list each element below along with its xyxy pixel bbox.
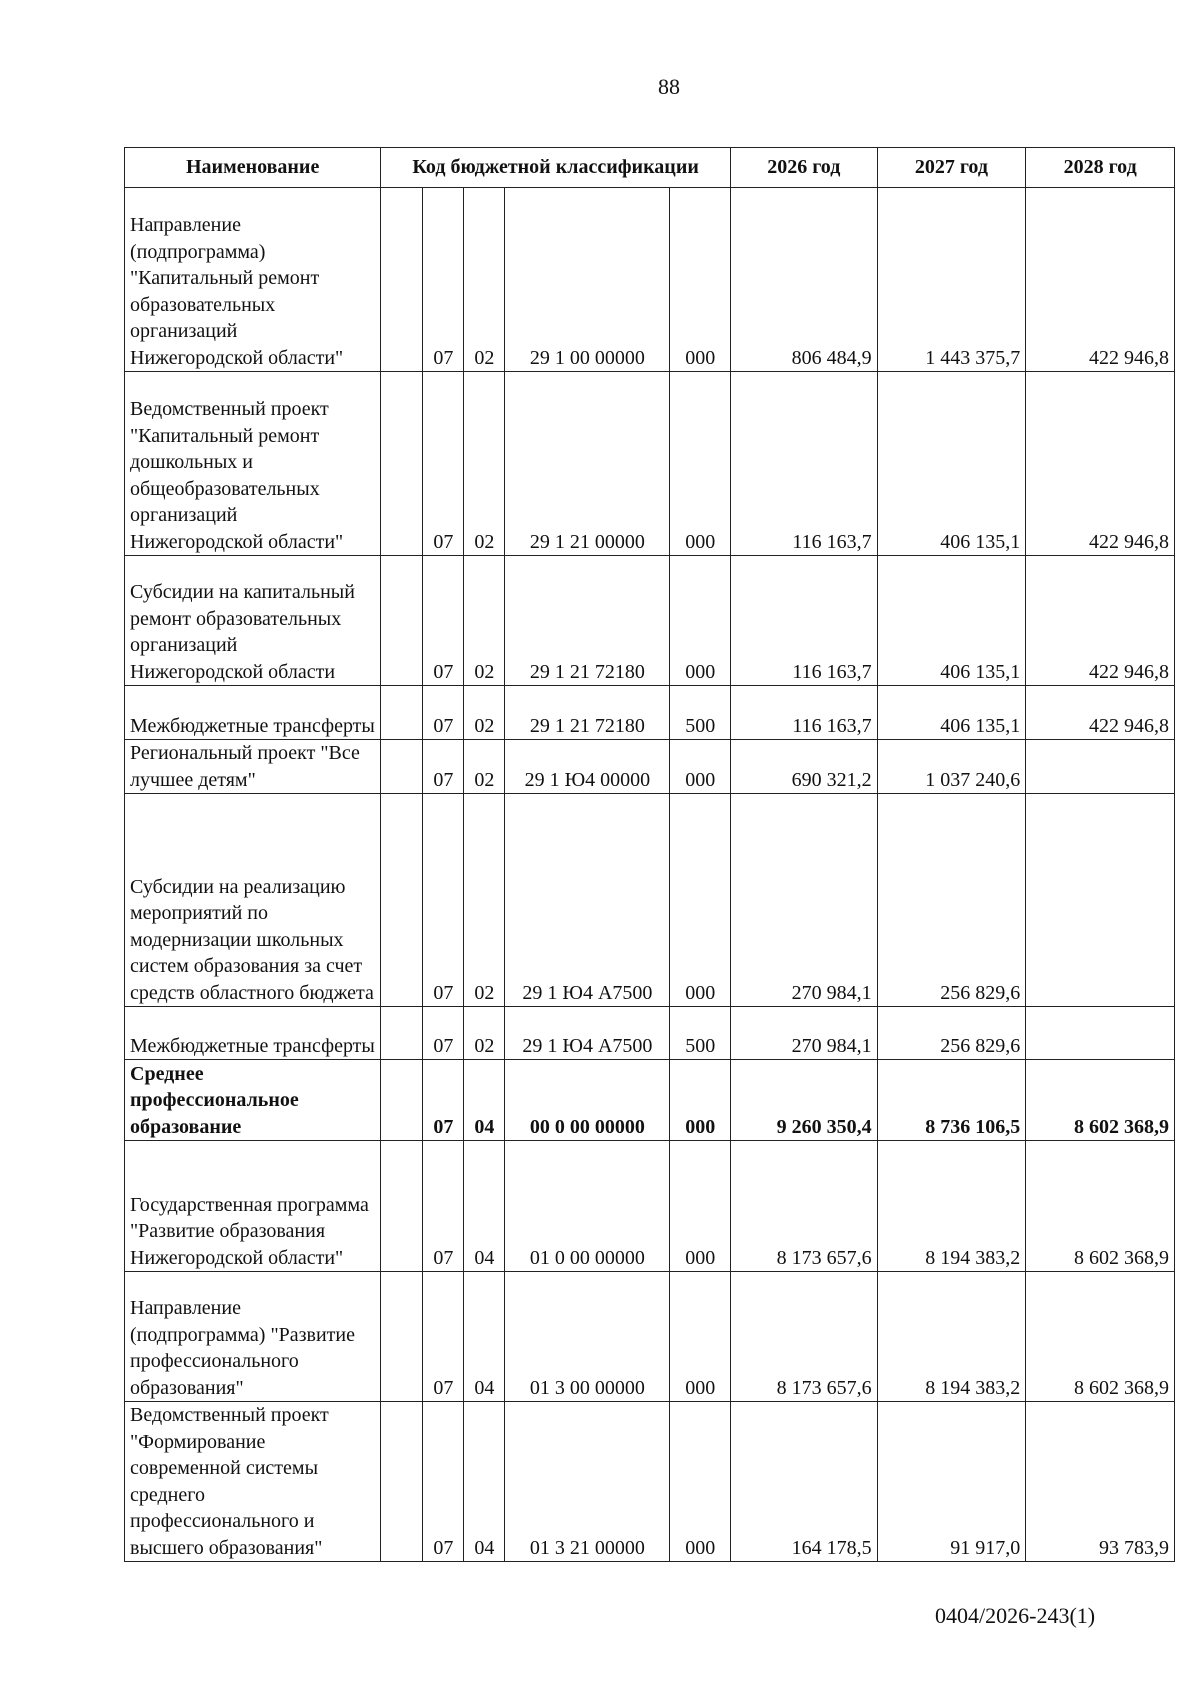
row-code-cell-1 [381, 188, 423, 372]
header-name: Наименование [125, 148, 381, 188]
row-subsection-cell: 04 [464, 1272, 505, 1402]
document-code: 0404/2026-243(1) [935, 1603, 1096, 1628]
header-2026: 2026 год [730, 148, 877, 188]
header-2027: 2027 год [877, 148, 1026, 188]
row-subsection-cell: 04 [464, 1141, 505, 1272]
row-target-article-cell: 29 1 21 00000 [505, 372, 670, 556]
row-subsection-cell: 04 [464, 1060, 505, 1141]
row-expense-type-cell: 000 [670, 1272, 731, 1402]
page-number: 88 [658, 74, 680, 99]
row-name-cell: Региональный проект "Все лучшее детям" [125, 740, 381, 794]
row-code-cell-1 [381, 1007, 423, 1060]
row-expense-type-cell: 000 [670, 556, 731, 686]
row-2028-cell: 8 602 368,9 [1026, 1272, 1175, 1402]
table-row [125, 1060, 1175, 1141]
row-subsection-cell: 02 [464, 188, 505, 372]
row-name-cell: Ведомственный проект "Капитальный ремонт дошкольных и общеобразовательных организаций Нижегородской области" [125, 372, 381, 556]
row-expense-type-cell: 000 [670, 188, 731, 372]
row-code-cell-1 [381, 372, 423, 556]
table-row [125, 1141, 1175, 1272]
header-2028: 2028 год [1026, 148, 1175, 188]
row-name-cell: Субсидии на реализацию мероприятий по модернизации школьных систем образования за счет средств областного бюджета [125, 794, 381, 1007]
row-name-cell: Субсидии на капитальный ремонт образовательных организаций Нижегородской области [125, 556, 381, 686]
row-2026-cell: 116 163,7 [730, 686, 877, 740]
row-section-cell: 07 [423, 556, 464, 686]
row-target-article-cell: 29 1 Ю4 А7500 [505, 794, 670, 1007]
row-2027-cell: 8 736 106,5 [877, 1060, 1026, 1141]
table-row [125, 1272, 1175, 1402]
row-2026-cell: 270 984,1 [730, 794, 877, 1007]
row-name-cell: Межбюджетные трансферты [125, 1007, 381, 1060]
row-subsection-cell: 02 [464, 556, 505, 686]
row-subsection-cell: 02 [464, 794, 505, 1007]
row-code-cell-1 [381, 686, 423, 740]
budget-table [124, 147, 1175, 1562]
table-row [125, 1007, 1175, 1060]
row-subsection-cell: 04 [464, 1402, 505, 1562]
row-section-cell: 07 [423, 740, 464, 794]
row-code-cell-1 [381, 740, 423, 794]
row-expense-type-cell: 000 [670, 372, 731, 556]
row-expense-type-cell: 500 [670, 1007, 731, 1060]
row-2027-cell: 1 443 375,7 [877, 188, 1026, 372]
row-2026-cell: 270 984,1 [730, 1007, 877, 1060]
row-2026-cell: 116 163,7 [730, 372, 877, 556]
row-expense-type-cell: 000 [670, 1402, 731, 1562]
row-2027-cell: 8 194 383,2 [877, 1141, 1026, 1272]
row-section-cell: 07 [423, 1402, 464, 1562]
table-header-row [125, 148, 1175, 188]
row-expense-type-cell: 000 [670, 1060, 731, 1141]
row-target-article-cell: 29 1 Ю4 00000 [505, 740, 670, 794]
row-section-cell: 07 [423, 1007, 464, 1060]
row-section-cell: 07 [423, 1141, 464, 1272]
row-subsection-cell: 02 [464, 740, 505, 794]
row-subsection-cell: 02 [464, 686, 505, 740]
row-2028-cell: 93 783,9 [1026, 1402, 1175, 1562]
row-code-cell-1 [381, 1272, 423, 1402]
row-code-cell-1 [381, 1402, 423, 1562]
row-expense-type-cell: 000 [670, 740, 731, 794]
row-2027-cell: 406 135,1 [877, 686, 1026, 740]
table-row [125, 1402, 1175, 1562]
row-2026-cell: 8 173 657,6 [730, 1141, 877, 1272]
row-target-article-cell: 29 1 00 00000 [505, 188, 670, 372]
row-2028-cell [1026, 740, 1175, 794]
row-2028-cell: 8 602 368,9 [1026, 1060, 1175, 1141]
row-section-cell: 07 [423, 1272, 464, 1402]
row-2028-cell [1026, 794, 1175, 1007]
row-2027-cell: 8 194 383,2 [877, 1272, 1026, 1402]
row-name-cell: Ведомственный проект "Формирование современной системы среднего профессионального и высшего образования" [125, 1402, 381, 1562]
row-section-cell: 07 [423, 188, 464, 372]
row-2027-cell: 406 135,1 [877, 556, 1026, 686]
row-2027-cell: 406 135,1 [877, 372, 1026, 556]
table-row [125, 556, 1175, 686]
table-row [125, 740, 1175, 794]
row-target-article-cell: 01 3 00 00000 [505, 1272, 670, 1402]
row-target-article-cell: 29 1 Ю4 А7500 [505, 1007, 670, 1060]
row-target-article-cell: 01 3 21 00000 [505, 1402, 670, 1562]
row-2027-cell: 1 037 240,6 [877, 740, 1026, 794]
row-target-article-cell: 29 1 21 72180 [505, 556, 670, 686]
row-2028-cell: 422 946,8 [1026, 372, 1175, 556]
row-expense-type-cell: 500 [670, 686, 731, 740]
row-section-cell: 07 [423, 372, 464, 556]
table-row [125, 794, 1175, 1007]
row-2026-cell: 806 484,9 [730, 188, 877, 372]
row-subsection-cell: 02 [464, 1007, 505, 1060]
row-name-cell: Направление (подпрограмма) "Капитальный ремонт образовательных организаций Нижегородской области" [125, 188, 381, 372]
row-2026-cell: 8 173 657,6 [730, 1272, 877, 1402]
row-name-cell: Межбюджетные трансферты [125, 686, 381, 740]
table-row [125, 372, 1175, 556]
table-row [125, 686, 1175, 740]
row-2026-cell: 116 163,7 [730, 556, 877, 686]
row-code-cell-1 [381, 556, 423, 686]
row-2027-cell: 91 917,0 [877, 1402, 1026, 1562]
row-expense-type-cell: 000 [670, 794, 731, 1007]
row-2028-cell: 422 946,8 [1026, 188, 1175, 372]
row-2026-cell: 164 178,5 [730, 1402, 877, 1562]
row-2028-cell: 422 946,8 [1026, 556, 1175, 686]
row-name-cell: Среднее профессиональное образование [125, 1060, 381, 1141]
row-code-cell-1 [381, 1141, 423, 1272]
row-section-cell: 07 [423, 686, 464, 740]
table-body [125, 188, 1175, 1562]
row-2026-cell: 9 260 350,4 [730, 1060, 877, 1141]
row-section-cell: 07 [423, 794, 464, 1007]
row-target-article-cell: 00 0 00 00000 [505, 1060, 670, 1141]
row-target-article-cell: 01 0 00 00000 [505, 1141, 670, 1272]
row-2027-cell: 256 829,6 [877, 1007, 1026, 1060]
row-2027-cell: 256 829,6 [877, 794, 1026, 1007]
row-subsection-cell: 02 [464, 372, 505, 556]
row-2028-cell: 8 602 368,9 [1026, 1141, 1175, 1272]
table-row [125, 188, 1175, 372]
row-target-article-cell: 29 1 21 72180 [505, 686, 670, 740]
row-name-cell: Государственная программа "Развитие образования Нижегородской области" [125, 1141, 381, 1272]
row-expense-type-cell: 000 [670, 1141, 731, 1272]
row-name-cell: Направление (подпрограмма) "Развитие профессионального образования" [125, 1272, 381, 1402]
row-code-cell-1 [381, 794, 423, 1007]
row-2028-cell: 422 946,8 [1026, 686, 1175, 740]
row-code-cell-1 [381, 1060, 423, 1141]
row-section-cell: 07 [423, 1060, 464, 1141]
row-2026-cell: 690 321,2 [730, 740, 877, 794]
header-code: Код бюджетной классификации [381, 148, 731, 188]
row-2028-cell [1026, 1007, 1175, 1060]
